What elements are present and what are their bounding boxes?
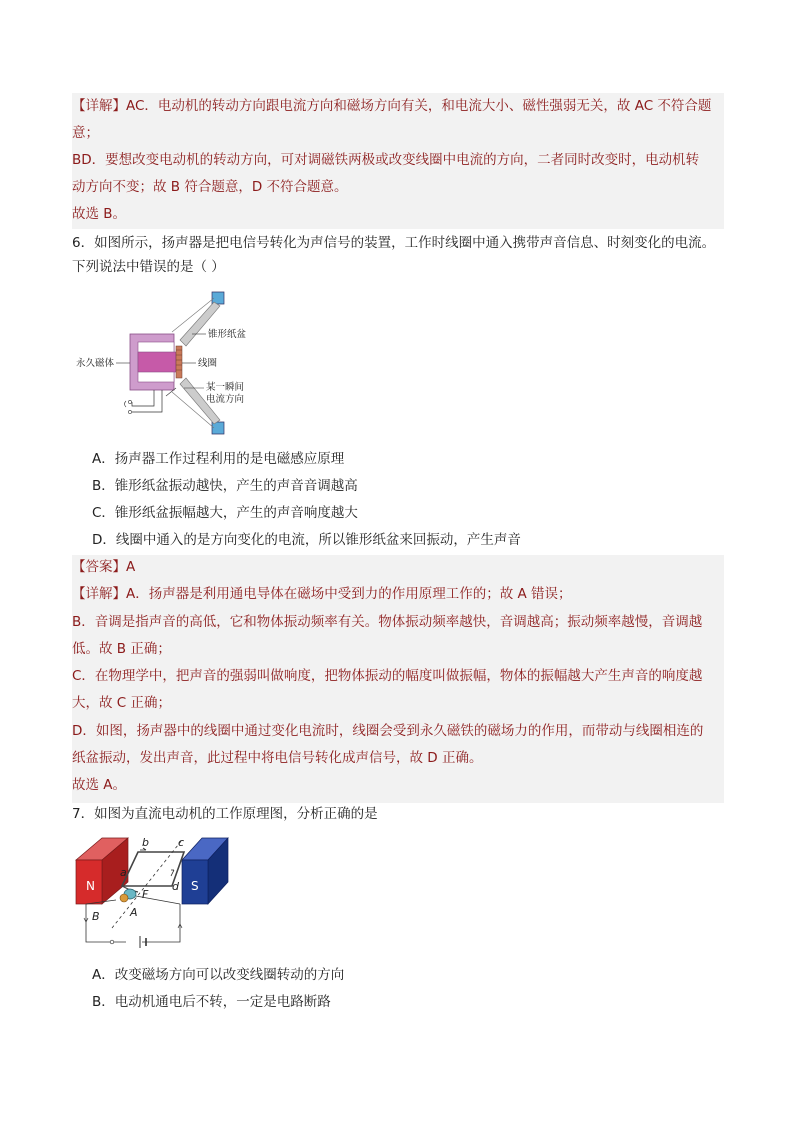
q6-detail-line-1: 【详解】A．扬声器是利用通电导体在磁场中受到力的作用原理工作的；故 A 错误； <box>72 586 572 602</box>
brush-label-B: B <box>92 910 100 923</box>
q5-detail-line-3: BD．要想改变电动机的转动方向，可对调磁铁两极或改变线圈中电流的方向，二者同时改变时，电动机转 <box>72 152 700 168</box>
q7-option-b: B．电动机通电后不转，一定是电路断路 <box>92 994 331 1010</box>
dc-motor-figure <box>72 832 234 952</box>
coil-label-c: c <box>178 836 185 849</box>
q6-detail-line-2: B．音调是指声音的高低，它和物体振动频率有关。物体振动频率越快，音调越高；振动频率越慢，音调越 <box>72 614 703 630</box>
q5-detail-line-1: 【详解】AC．电动机的转动方向跟电流方向和磁场方向有关，和电流大小、磁性强弱无关，故 AC 不符合题 <box>72 98 712 114</box>
magnet-n-label: N <box>86 879 95 893</box>
cone-label: 锥形纸盆 <box>208 329 247 340</box>
q6-stem-line-2: 下列说法中错误的是（ ） <box>72 259 225 275</box>
q6-detail-line-7: 纸盆振动，发出声音，此过程中将电信号转化成声信号，故 D 正确。 <box>72 750 483 766</box>
q6-answer: 【答案】A <box>72 559 136 575</box>
brush-label-F: F <box>142 888 149 901</box>
coil-label-b: b <box>142 836 149 849</box>
q6-detail-line-5: 大，故 C 正确； <box>72 695 172 711</box>
brush-label-A: A <box>130 906 138 919</box>
coil-label-a: a <box>120 866 127 879</box>
coil-label: 线圈 <box>198 358 218 369</box>
q6-option-c: C．锥形纸盆振幅越大，产生的声音响度越大 <box>92 505 358 521</box>
q7-stem: 7．如图为直流电动机的工作原理图，分析正确的是 <box>72 806 378 822</box>
q6-stem-line-1: 6．如图所示，扬声器是把电信号转化为声信号的装置，工作时线圈中通入携带声音信息、时刻变化的电流。 <box>72 235 716 251</box>
q6-detail-line-3: 低。故 B 正确； <box>72 641 171 657</box>
coil-label-d: d <box>172 880 179 893</box>
q6-option-b: B．锥形纸盆振动越快，产生的声音音调越高 <box>92 478 358 494</box>
q6-option-d: D．线圈中通入的是方向变化的电流，所以锥形纸盆来回振动，产生声音 <box>92 532 521 548</box>
q7-option-a: A．改变磁场方向可以改变线圈转动的方向 <box>92 967 345 983</box>
q6-detail-line-6: D．如图，扬声器中的线圈中通过变化电流时，线圈会受到永久磁铁的磁场力的作用，而带动与线圈相连的 <box>72 723 704 739</box>
q6-detail-line-8: 故选 A。 <box>72 777 127 793</box>
q5-detail-line-5: 故选 B。 <box>72 206 127 222</box>
magnet-s-label: S <box>191 879 199 893</box>
current-label-2: 电流方向 <box>206 394 245 405</box>
q5-detail-line-4: 动方向不变；故 B 符合题意，D 不符合题意。 <box>72 179 348 195</box>
q6-detail-line-4: C．在物理学中，把声音的强弱叫做响度，把物体振动的幅度叫做振幅，物体的振幅越大产生声音的响度越 <box>72 668 703 684</box>
loudspeaker-figure <box>72 284 262 440</box>
q6-option-a: A．扬声器工作过程利用的是电磁感应原理 <box>92 451 345 467</box>
q5-detail-line-2: 意； <box>72 125 99 141</box>
current-label-1: 某一瞬间 <box>206 382 245 393</box>
magnet-label: 永久磁体 <box>76 358 115 369</box>
